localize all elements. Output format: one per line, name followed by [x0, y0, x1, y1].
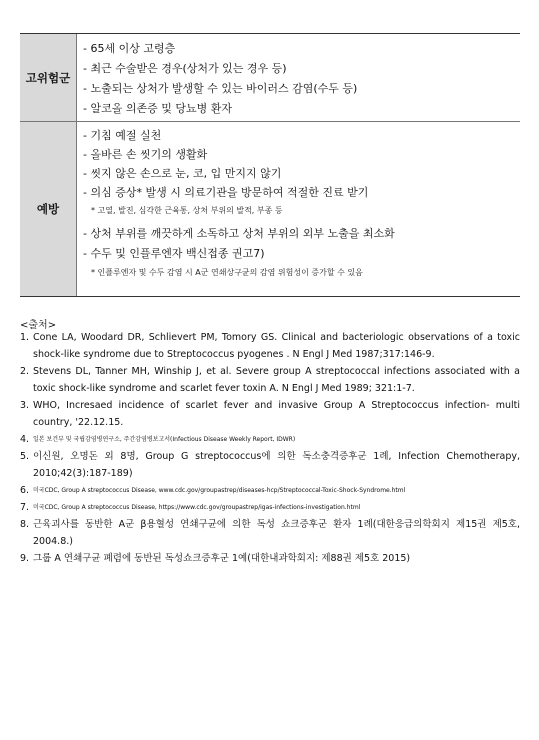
high-risk-row: [20, 34, 520, 122]
info-table: [20, 33, 520, 297]
prevention-item: - 올바른 손 씻기의 생활화: [83, 148, 208, 161]
prevention-item: - 수두 및 인플루엔자 백신접종 권고7): [83, 247, 265, 260]
reference-number: 8.: [20, 519, 30, 530]
references-title: <출처>: [20, 320, 57, 331]
prevention-header: 예방: [20, 122, 77, 296]
reference-number: 7.: [20, 502, 30, 513]
reference-number: 5.: [20, 451, 30, 462]
prevention-note: * 고열, 발진, 심각한 근육통, 상처 부위의 발적, 부종 등: [91, 206, 283, 215]
reference-number: 2.: [20, 366, 30, 377]
reference-number: 3.: [20, 400, 30, 411]
prevention-note: * 인플루엔자 및 수두 감염 시 A군 연쇄상구균의 감염 위험성이 증가할 수 있음: [91, 268, 363, 277]
reference-text: WHO, Incresaed incidence of scarlet fever and invasive Group A Streptococcus infection- multi country, '22.12.15.: [33, 400, 520, 428]
prevention-row: [20, 122, 520, 296]
prevention-item: - 의심 증상* 발생 시 의료기관을 방문하여 적절한 진료 받기: [83, 186, 369, 199]
reference-text: 미국CDC, Group A streptococcus Disease, www.cdc.gov/groupastrep/diseases-hcp/Streptococcal-Toxic-Shock-Syndrome.html: [33, 487, 406, 494]
high-risk-header: 고위험군: [20, 34, 77, 121]
reference-number: 1.: [20, 332, 30, 343]
reference-text: 근육괴사를 동반한 A군 β용혈성 연쇄구균에 의한 독성 쇼크증후군 환자 1례(대한응급의학회지 제15권 제5호, 2004.8.): [33, 519, 520, 547]
prevention-item: - 씻지 않은 손으로 눈, 코, 입 만지지 않기: [83, 167, 282, 180]
reference-number: 9.: [20, 553, 30, 564]
reference-text: Stevens DL, Tanner MH, Winship J, et al. Severe group A streptococcal infections associated with a toxic shock-like syndrome and scarlet fever toxin A. N Engl J Med 1989; 321:1-7.: [33, 366, 520, 394]
prevention-item: - 기침 예절 실천: [83, 129, 162, 142]
high-risk-item: - 노출되는 상처가 발생할 수 있는 바이러스 감염(수두 등): [83, 82, 358, 95]
high-risk-item: - 알코올 의존증 및 당뇨병 환자: [83, 102, 232, 115]
reference-text: 이신원, 오명돈 외 8명, Group G streptococcus에 의한 독소충격증후군 1례, Infection Chemotherapy, 2010;42(3):187-189): [33, 451, 520, 479]
reference-number: 6.: [20, 485, 30, 496]
reference-text: Cone LA, Woodard DR, Schlievert PM, Tomory GS. Clinical and bacteriologic observations of a toxic shock-like syndrome due to Streptococcus pyogenes . N Engl J Med 1987;317:146-9.: [33, 332, 520, 360]
prevention-list: [83, 122, 516, 296]
high-risk-item: - 최근 수술받은 경우(상처가 있는 경우 등): [83, 62, 287, 75]
high-risk-item: - 65세 이상 고령층: [83, 42, 176, 55]
reference-text: 일본 보건부 및 국립감염병연구소, 주간감염병보고서(Infectious Disease Weekly Report, IDWR): [33, 436, 296, 443]
prevention-item: - 상처 부위를 깨끗하게 소독하고 상처 부위의 외부 노출을 최소화: [83, 227, 395, 240]
reference-number: 4.: [20, 434, 30, 445]
reference-text: 미국CDC, Group A streptococcus Disease, https://www.cdc.gov/groupastrep/igas-infections-investigation.html: [33, 504, 361, 511]
high-risk-list: [83, 34, 516, 121]
reference-text: 그룹 A 연쇄구균 폐렴에 동반된 독성쇼크증후군 1예(대한내과학회지: 제88권 제5호 2015): [33, 553, 411, 564]
